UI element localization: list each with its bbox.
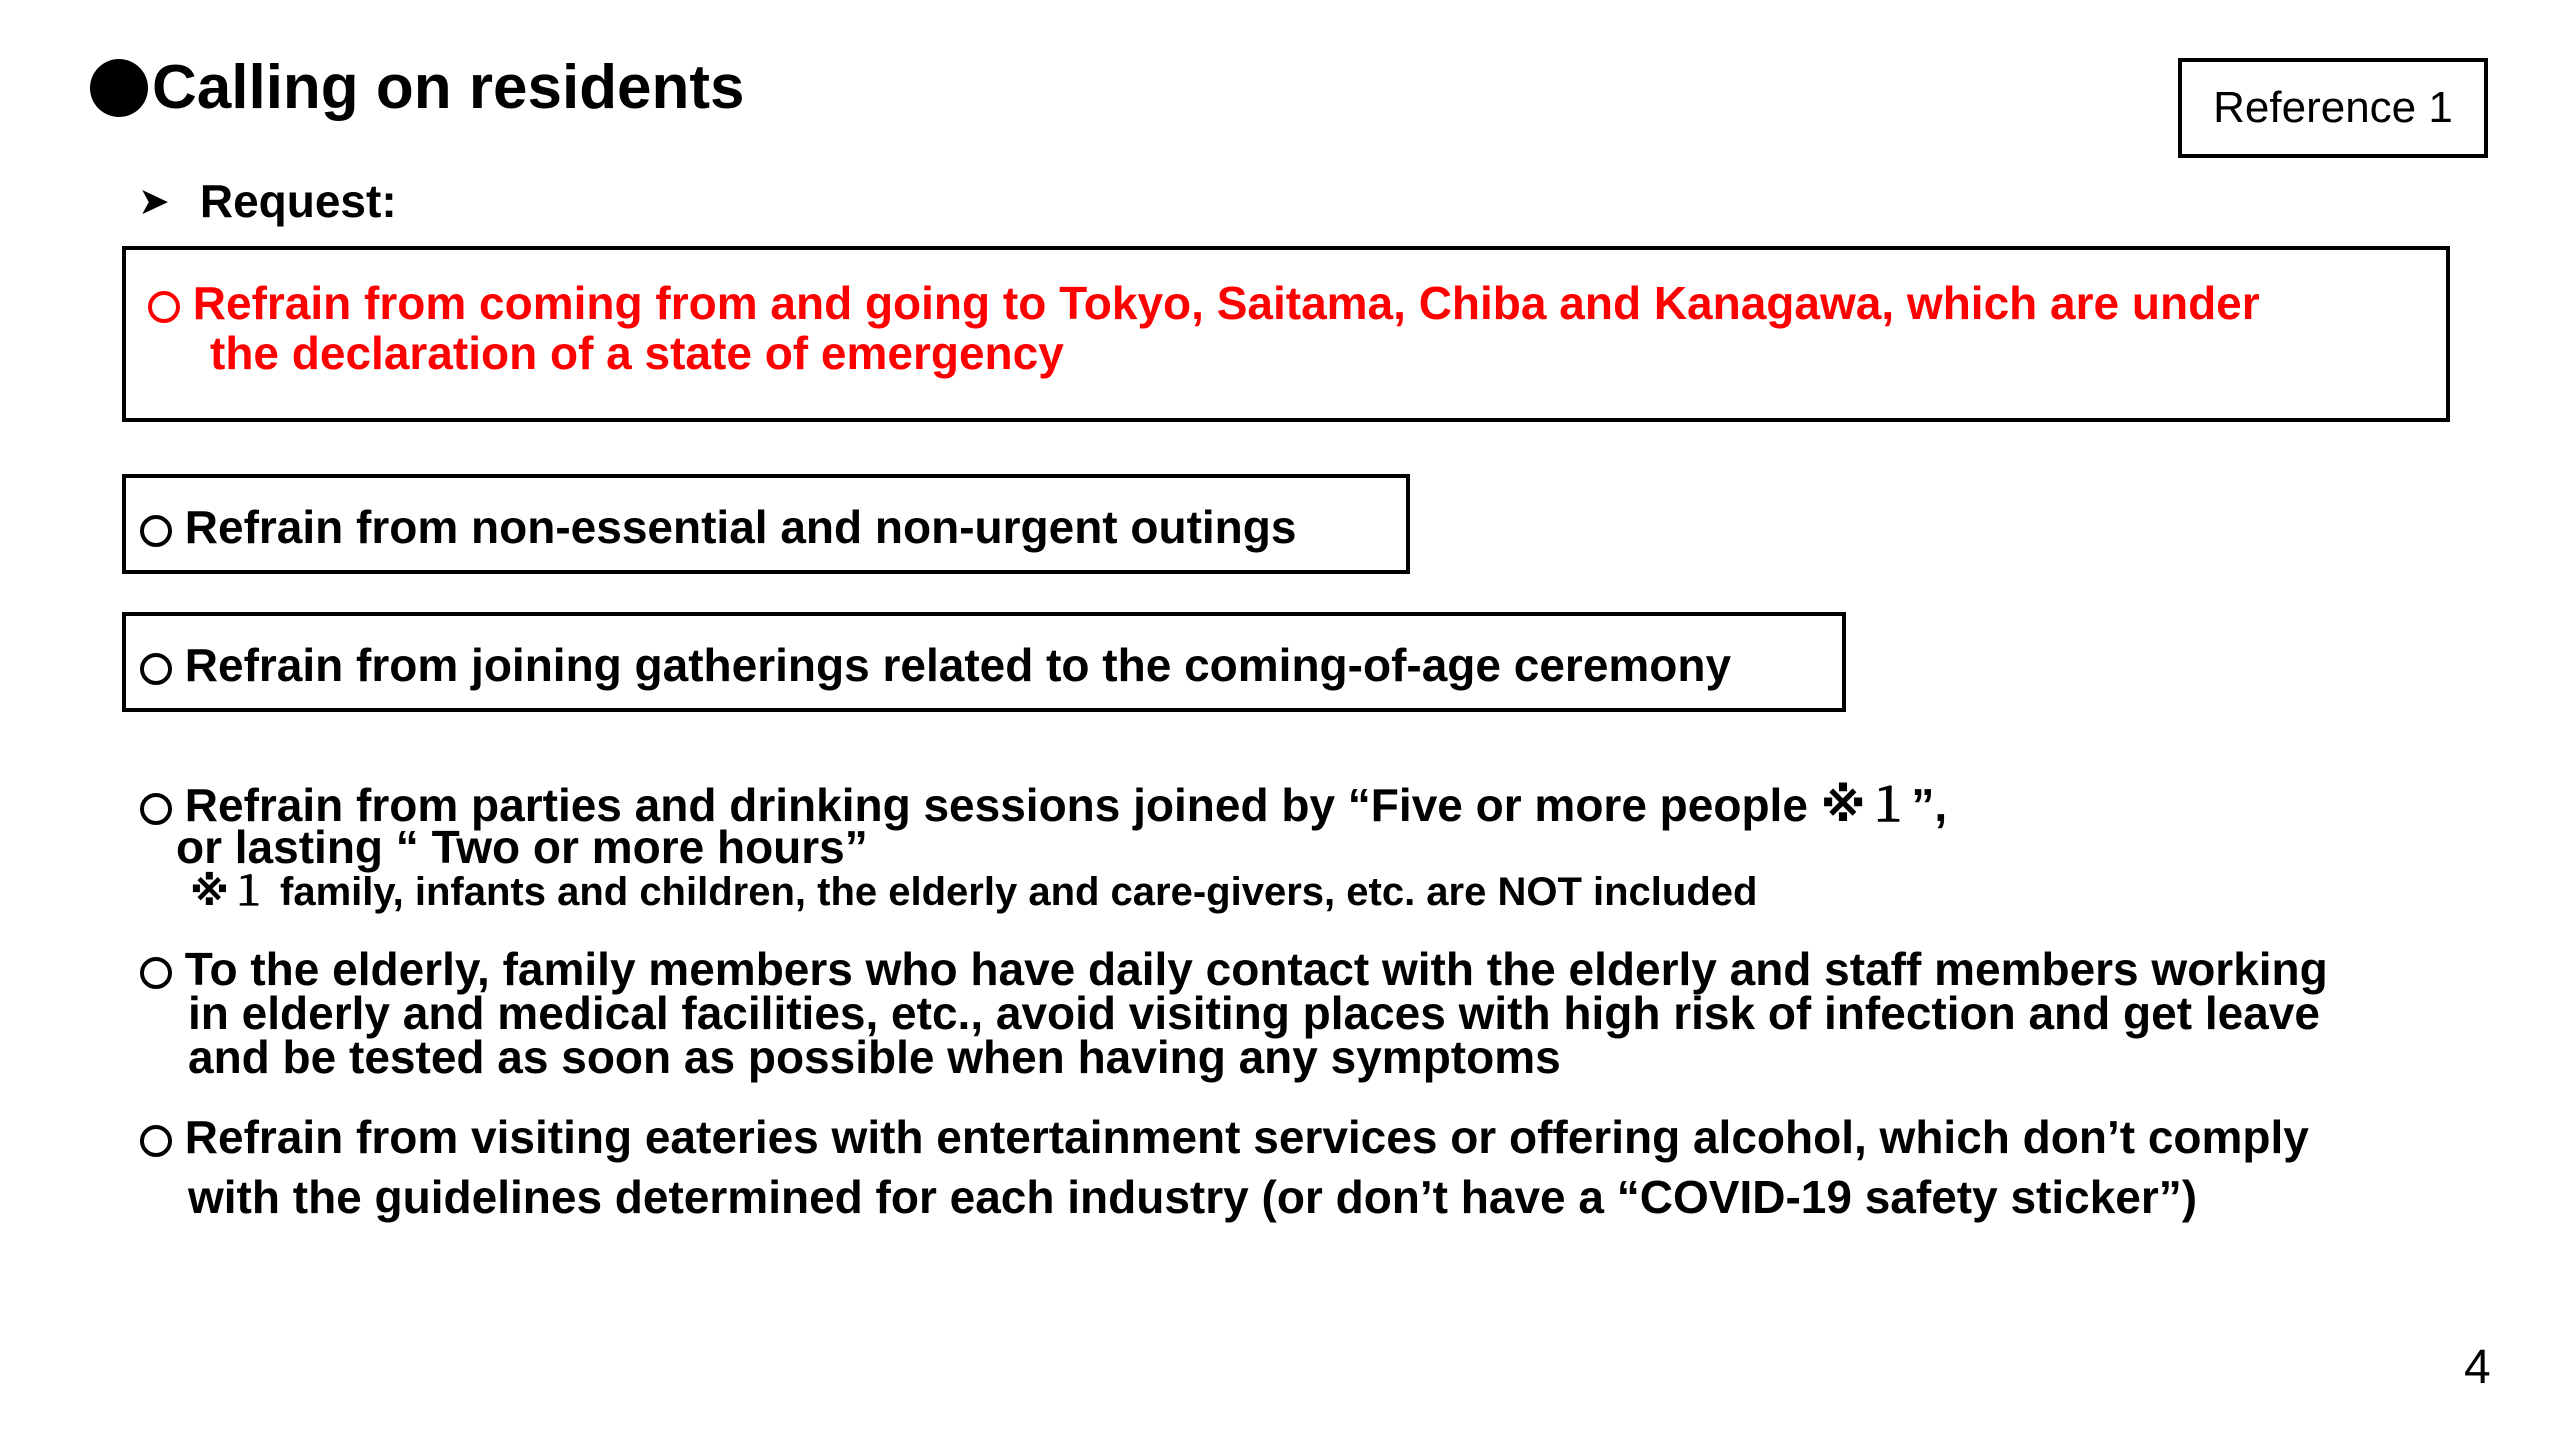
item-6-line-2: with the guidelines determined for each industry (or don’t have a “COVID-19 safety sticker”) — [188, 1171, 2198, 1223]
page-title — [90, 52, 745, 123]
item-4-line-1: Refrain from parties and drinking sessions joined by “Five or more people ※１”, — [140, 780, 1947, 830]
black-circle-bullet-icon — [90, 59, 148, 117]
item-1-line-2: the declaration of a state of emergency — [210, 327, 1064, 379]
request-heading — [138, 174, 397, 228]
request-label: Request: — [199, 175, 397, 227]
hollow-circle-bullet-icon — [140, 1125, 172, 1157]
item-2-line-1: Refrain from non-essential and non-urgent outings — [140, 502, 1296, 552]
reference-label: Reference 1 — [2213, 83, 2453, 132]
hollow-circle-bullet-icon — [140, 793, 172, 825]
item-3-line-1: Refrain from joining gatherings related to the coming-of-age ceremony — [140, 640, 1731, 690]
item-4-note: ※１ family, infants and children, the elderly and care-givers, etc. are NOT included — [190, 870, 1758, 914]
item-5-line-1: To the elderly, family members who have daily contact with the elderly and staff members working — [140, 944, 2328, 994]
item-1-line-1: Refrain from coming from and going to Tokyo, Saitama, Chiba and Kanagawa, which are under — [148, 278, 2260, 328]
hollow-circle-bullet-icon — [140, 515, 172, 547]
hollow-circle-bullet-icon — [140, 653, 172, 685]
page-number: 4 — [2464, 1341, 2491, 1394]
item-5-line-2: in elderly and medical facilities, etc., avoid visiting places with high risk of infection and get leave — [188, 987, 2320, 1039]
hollow-circle-bullet-icon — [140, 957, 172, 989]
item-6-line-1: Refrain from visiting eateries with entertainment services or offering alcohol, which don’t comply — [140, 1112, 2309, 1162]
page-title-text: Calling on residents — [152, 53, 745, 122]
item-5-line-3: and be tested as soon as possible when having any symptoms — [188, 1031, 1561, 1083]
hollow-circle-bullet-icon — [148, 291, 180, 323]
item-4-line-2: or lasting “ Two or more hours” — [176, 821, 868, 873]
arrowhead-bullet-icon: ➤ — [138, 180, 170, 223]
reference-label-box — [2178, 58, 2488, 158]
